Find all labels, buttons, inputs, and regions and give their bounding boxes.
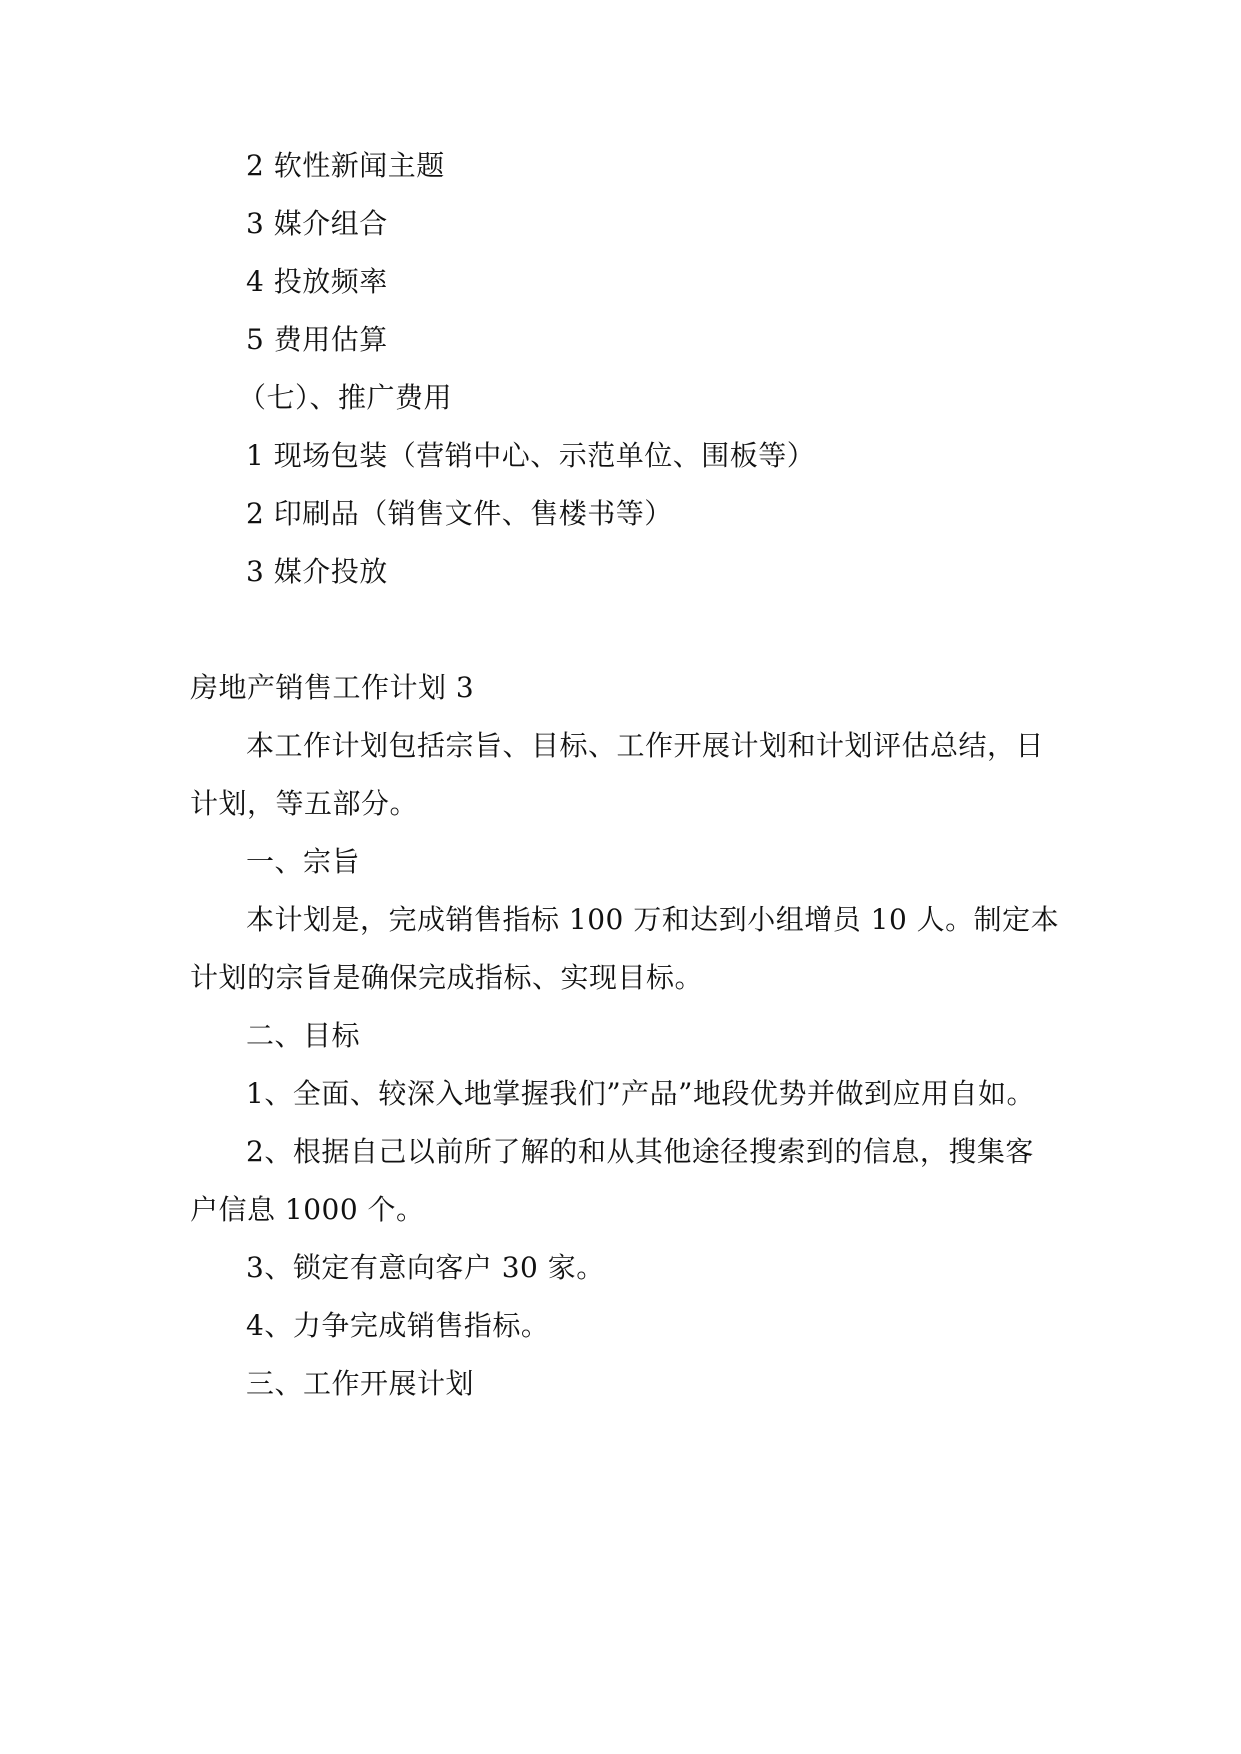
list-item: 3 媒介投放 xyxy=(246,555,388,588)
list-item: 3、锁定有意向客户 30 家。 xyxy=(246,1251,605,1284)
list-item: 2 软性新闻主题 xyxy=(246,149,445,182)
list-item: 5 费用估算 xyxy=(246,323,388,356)
section-heading: 一、宗旨 xyxy=(246,845,361,878)
paragraph-line: 本工作计划包括宗旨、目标、工作开展计划和计划评估总结，日 xyxy=(246,729,1045,762)
list-item: 1、全面、较深入地掌握我们”产品”地段优势并做到应用自如。 xyxy=(246,1077,1035,1110)
paragraph-line: 计划的宗旨是确保完成指标、实现目标。 xyxy=(190,961,704,994)
list-item: 4、力争完成销售指标。 xyxy=(246,1309,550,1342)
list-item: 1 现场包装（营销中心、示范单位、围板等） xyxy=(246,439,816,472)
list-item: 3 媒介组合 xyxy=(246,207,388,240)
paragraph-line: 本计划是，完成销售指标 100 万和达到小组增员 10 人。制定本 xyxy=(246,903,1060,936)
paragraph-line: 计划，等五部分。 xyxy=(190,787,419,820)
paragraph-line: 户信息 1000 个。 xyxy=(190,1193,425,1226)
list-item: 2 印刷品（销售文件、售楼书等） xyxy=(246,497,673,530)
section-heading: 三、工作开展计划 xyxy=(246,1367,475,1400)
list-item: 2、根据自己以前所了解的和从其他途径搜索到的信息，搜集客 xyxy=(246,1135,1034,1168)
section-heading: （七）、推广费用 xyxy=(238,381,453,414)
section-heading: 二、目标 xyxy=(246,1019,361,1052)
document-title: 房地产销售工作计划 3 xyxy=(190,671,475,704)
list-item: 4 投放频率 xyxy=(246,265,388,298)
